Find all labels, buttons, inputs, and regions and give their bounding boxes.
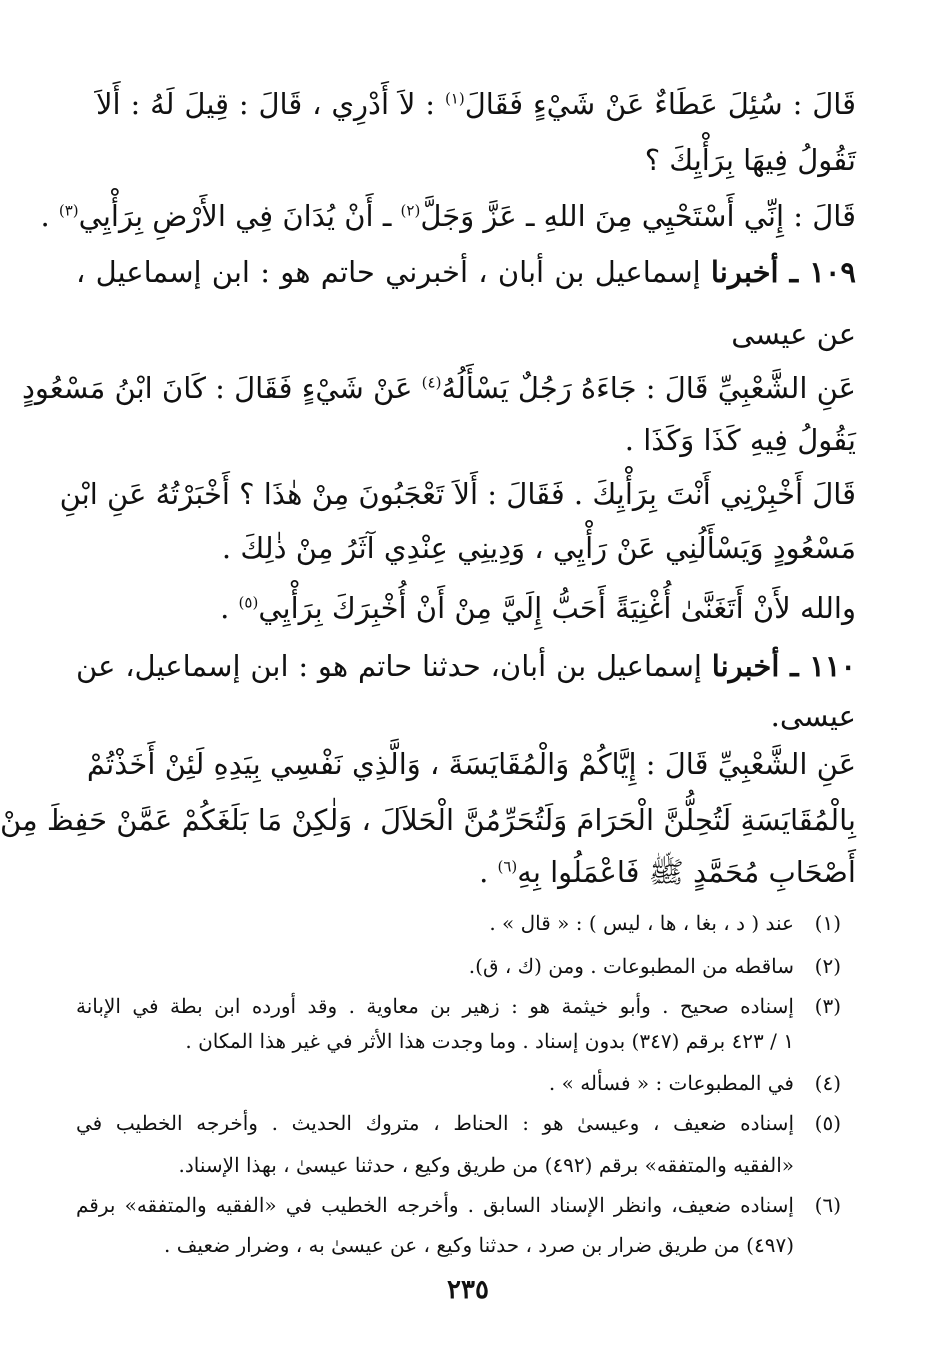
footnote-4 (76, 1068, 841, 1098)
text-line (76, 852, 856, 892)
footnote-marker: (١) (444, 89, 465, 108)
footnote-marker: (٥) (238, 593, 259, 612)
footnote-6-continued (76, 1230, 841, 1260)
text-segment: قَالَ : إِنِّي أَسْتَحْيِي مِنَ اللهِ ـ عَزَّ وَجَلَّ (420, 199, 856, 233)
footnote-number: (٢) (814, 954, 841, 978)
text-line: قَالَ أَخْبِرْنِي أَنْتَ بِرَأْيِكَ . فَقَالَ : أَلاَ تَعْجَبُونَ مِنْ هٰذَا ؟ أَخْبَرْتُهُ عَنِ ابْنِ (59, 477, 856, 511)
footnote-3-continued (76, 1026, 841, 1056)
footnote-number: (١) (814, 911, 841, 935)
text-line (96, 588, 856, 628)
text-line: مَسْعُودٍ وَيَسْأَلُنِي عَنْ رَأْيِي ، وَدِينِي عِنْدِي آثَرُ مِنْ ذٰلِكَ . (221, 531, 856, 565)
text-segment: عَنْ شَيْءٍ فَقَالَ : كَانَ ابْنُ مَسْعُودٍ (22, 371, 422, 405)
footnote-text: «الفقيه والمتفقه» برقم (٤٩٢) من طريق وكيع ، حدثنا عيسىٰ ، بهذا الإسناد. (178, 1153, 794, 1177)
footnote-2 (76, 951, 841, 981)
text-segment: . (479, 855, 498, 889)
footnote-6 (76, 1190, 841, 1220)
hadith-number: ١١٠ ـ أخبرنا (711, 649, 856, 683)
footnote-text: في المطبوعات : « فسأله » . (548, 1071, 794, 1095)
footnote-number: (٦) (814, 1193, 841, 1217)
text-line: بِالْمُقَايَسَةِ لَتُحِلُّنَّ الْحَرَامَ وَلَتُحَرِّمُنَّ الْحَلاَلَ ، وَلٰكِنْ مَا بَلَغَكُمْ عَمَّنْ حَفِظَ مِنْ (0, 803, 856, 837)
text-segment: عَنِ الشَّعْبِيِّ قَالَ : جَاءَهُ رَجُلٌ يَسْأَلُهُ (441, 371, 856, 405)
footnote-number: (٥) (814, 1111, 841, 1135)
footnote-text: ١ / ٤٢٣ برقم (٣٤٧) بدون إسناد . وما وجدت هذا الأثر في غير هذا المكان . (185, 1029, 794, 1053)
text-segment: . (220, 591, 239, 625)
footnote-text: إسناده صحيح . وأبو خيثمة هو : زهير بن معاوية . وقد أورده ابن بطة في الإبانة (76, 994, 794, 1018)
text-line: عَنِ الشَّعْبِيِّ قَالَ : إِيَّاكُمْ وَالْمُقَايَسَةَ ، وَالَّذِي نَفْسِي بِيَدِهِ لَئِنْ أَخَذْتُمْ (86, 747, 856, 781)
footnote-text: إسناده ضعيف، وانظر الإسناد السابق . وأخرجه الخطيب في «الفقيه والمتفقه» برقم (76, 1193, 794, 1217)
text-segment: أَصْحَابِ مُحَمَّدٍ ﷺ فَاعْمَلُوا بِهِ (517, 855, 856, 889)
text-segment: قَالَ : سُئِلَ عَطَاءٌ عَنْ شَيْءٍ فَقَالَ (464, 87, 856, 121)
text-line: عيسى. (770, 699, 856, 733)
text-line (40, 196, 856, 236)
text-segment: . (40, 199, 59, 233)
text-line: تَقُولُ فِيهَا بِرَأْيِكَ ؟ (644, 143, 856, 177)
text-segment: إسماعيل بن أبان ، أخبرني حاتم هو : ابن إسماعيل ، (76, 255, 711, 289)
text-segment: والله لأَنْ أَتَغَنَّىٰ أُغْنِيَةً أَحَبُّ إِلَيَّ مِنْ أَنْ أُخْبِرَكَ بِرَأْيِي (258, 591, 856, 625)
footnote-text: إسناده ضعيف ، وعيسىٰ هو : الحناط ، متروك الحديث . وأخرجه الخطيب في (76, 1111, 794, 1135)
footnote-marker: (٤) (421, 373, 442, 392)
footnote-1 (76, 908, 841, 938)
footnote-marker: (٣) (58, 201, 79, 220)
footnote-marker: (٢) (400, 201, 421, 220)
footnote-text: ساقطه من المطبوعات . ومن (ك ، ق). (468, 954, 794, 978)
footnote-5 (76, 1108, 841, 1138)
hadith-109-heading (76, 252, 856, 292)
text-segment: : لاَ أَدْرِي ، قَالَ : قِيلَ لَهُ : أَلاَ (96, 87, 445, 121)
text-line (96, 84, 856, 124)
page-number: ٢٣٥ (447, 1275, 489, 1305)
hadith-number: ١٠٩ ـ أخبرنا (710, 255, 856, 289)
footnote-marker: (٦) (497, 857, 518, 876)
text-line: عن عيسى (731, 317, 856, 351)
text-segment: إسماعيل بن أبان، حدثنا حاتم هو : ابن إسماعيل، عن (76, 649, 712, 683)
footnote-5-continued (76, 1150, 841, 1180)
footnote-text: (٤٩٧) من طريق ضرار بن صرد ، حدثنا وكيع ، عن عيسىٰ به ، وضرار ضعيف . (164, 1233, 794, 1257)
footnote-text: عند ( د ، بغا ، ها ، ليس ) : « قال » . (489, 911, 794, 935)
footnote-number: (٣) (814, 994, 841, 1018)
text-line: يَقُولُ فِيهِ كَذَا وَكَذَا . (624, 423, 856, 457)
hadith-110-heading (76, 646, 856, 686)
text-segment: ـ أَنْ يُدَانَ فِي الأَرْضِ بِرَأْيِي (78, 199, 401, 233)
footnote-number: (٤) (814, 1071, 841, 1095)
text-line (22, 368, 856, 408)
footnote-3 (76, 991, 841, 1021)
